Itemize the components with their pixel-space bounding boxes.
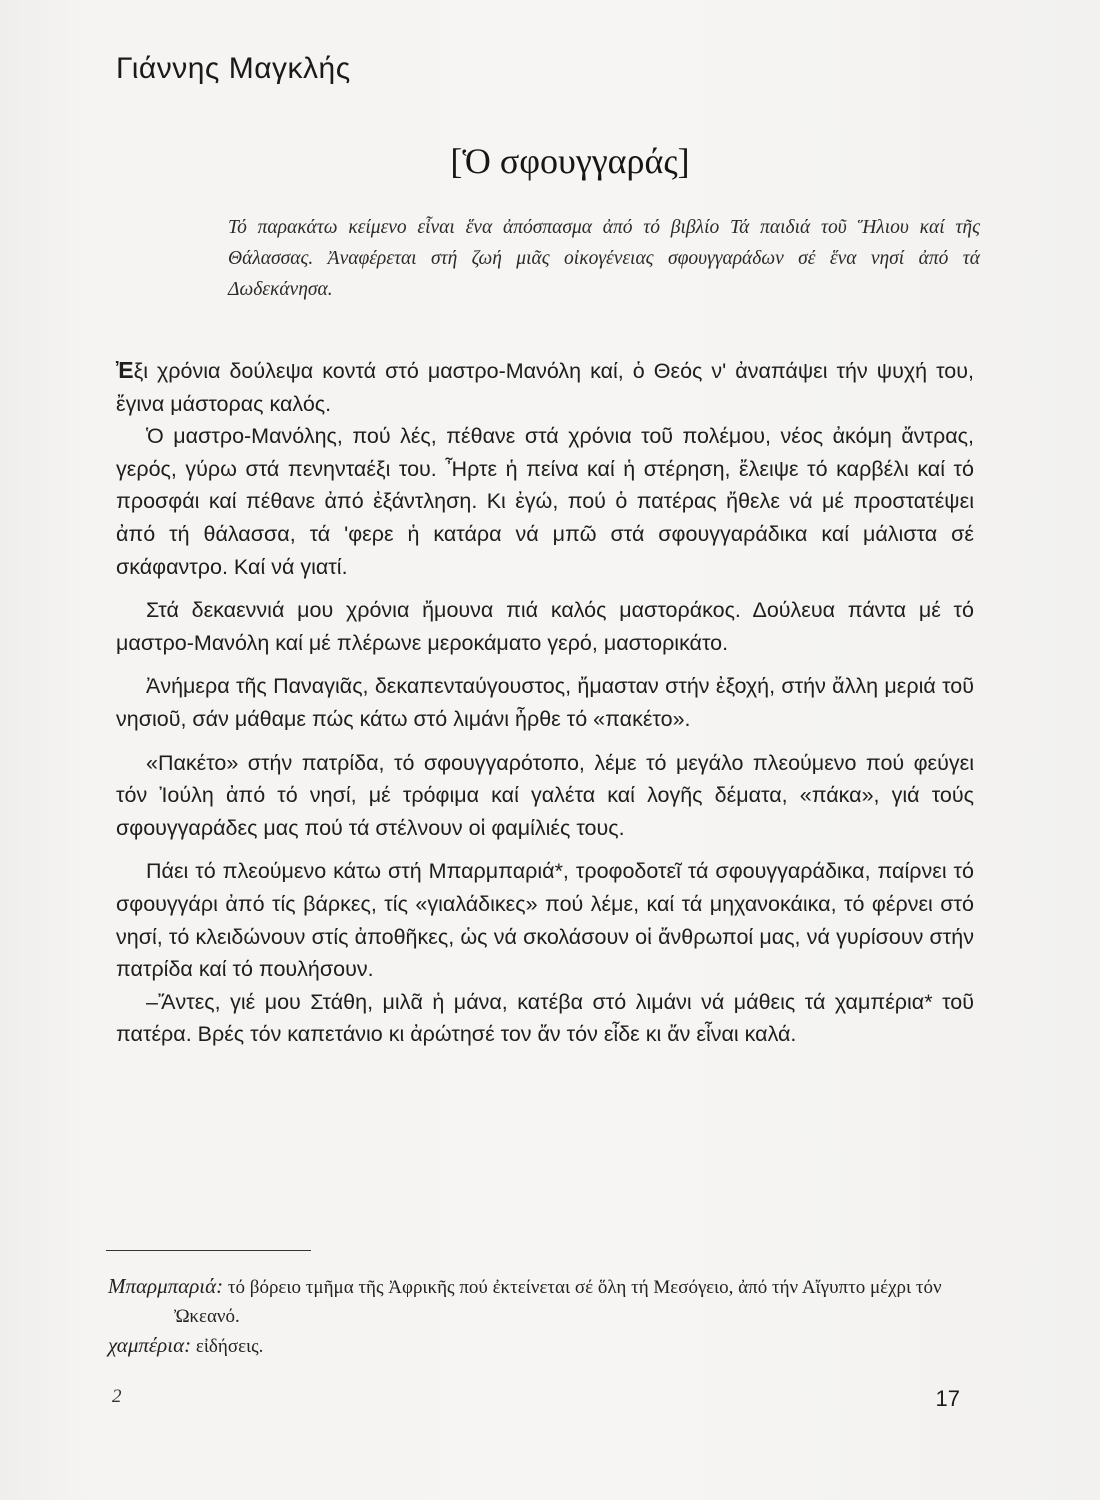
paragraph-5: «Πακέτο» στήν πατρίδα, τό σφουγγαρότοπο, λέμε τό μεγάλο πλεούμενο πού φεύγει τόν Ἰούλη ἀπό τό νησί, μέ τρόφιμα καί γαλέτα καί λογῆς δέματα, «πάκα», γιά τούς σφουγγαράδες μας πού τά στέλνουν οἱ φαμίλιές τους. (116, 750, 974, 840)
footnote-text: τό βόρειο τμῆμα τῆς Ἀφρικῆς πού ἐκτείνεται σέ ὅλη τή Μεσόγειο, ἀπό τήν Αἴγυπτο μέχρι τόν Ὠκεανό. (174, 1277, 942, 1327)
paragraph-3: Στά δεκαεννιά μου χρόνια ἤμουνα πιά καλός μαστοράκος. Δούλευα πάντα μέ τό μαστρο-Μανόλη καί μέ πλέρωνε μεροκάματο γερό, μαστορικάτο. (116, 598, 974, 655)
paragraph-1-text: ξι χρόνια δούλεψα κοντά στό μαστρο-Μανόλη καί, ὁ Θεός ν' ἀναπάψει τήν ψυχή του, ἔγινα μάστορας καλός. (116, 359, 974, 416)
chapter-title: [Ὁ σφουγγαράς] (450, 141, 690, 181)
paragraph-7: –Ἄντες, γιέ μου Στάθη, μιλᾶ ἡ μάνα, κατέβα στό λιμάνι νά μάθεις τά χαμπέρια* τοῦ πατέρα. Βρές τόν καπετάνιο κι ἀρώτησέ τον ἄν τόν εἶδε κι ἄν εἶναι καλά. (116, 989, 974, 1047)
paragraph-6: Πάει τό πλεούμενο κάτω στή Μπαρμπαριά*, τροφοδοτεῖ τά σφουγγαράδικα, παίρνει τό σφουγγάρι ἀπό τίς βάρκες, τίς «γιαλάδικες» πού λέμε, καί τά μηχανοκάικα, τό φέρνει στό νησί, τό κλειδώνουν στίς ἀποθῆκες, ὡς νά σκολάσουν οἱ ἄνθρωποί μας, νά γυρίσουν στήν πατρίδα καί τό πουλήσουν. (116, 859, 974, 982)
footnote-text: εἰδήσεις. (195, 1336, 264, 1357)
paragraph-1 (116, 354, 974, 420)
page-number: 17 (935, 1386, 960, 1411)
drop-cap: Ἐ (116, 357, 134, 383)
body-text (116, 354, 974, 1051)
footnote-item (108, 1331, 978, 1361)
footnotes (108, 1272, 978, 1361)
signature-mark: 2 (112, 1386, 122, 1407)
paragraph-4: Ἀνήμερα τῆς Παναγιᾶς, δεκαπενταύγουστος, ἤμασταν στήν ἐξοχή, στήν ἄλλη μεριά τοῦ νησιοῦ, σάν μάθαμε πώς κάτω στό λιμάνι ἦρθε τό «πακέτο». (116, 674, 974, 731)
footnote-term: Μπαρμπαριά: (108, 1274, 224, 1298)
footnote-divider (106, 1250, 311, 1251)
author-name: Γιάννης Μαγκλής (116, 52, 351, 85)
footnote-term: χαμπέρια: (108, 1333, 192, 1357)
paragraph-2: Ὁ μαστρο-Μανόλης, πού λές, πέθανε στά χρόνια τοῦ πολέμου, νέος ἀκόμη ἄντρας, γερός, γύρω στά πενηνταέξι του. Ἦρτε ἡ πείνα καί ἡ στέρηση, ἔλειψε τό καρβέλι καί τό προσφάι καί πέθανε ἀπό ἐξάντληση. Κι ἐγώ, πού ὁ πατέρας ἤθελε νά μέ προστατέψει ἀπό τή θάλασσα, τά 'φερε ἡ κατάρα νά μπῶ στά σφουγγαράδικα καί μάλιστα σέ σκάφαντρο. Καί νά γιατί. (116, 424, 974, 579)
intro-note: Τό παρακάτω κείμενο εἶναι ἕνα ἀπόσπασμα ἀπό τό βιβλίο Τά παιδιά τοῦ Ἥλιου καί τῆς Θάλασσας. Ἀναφέρεται στή ζωή μιᾶς οἰκογένειας σφουγγαράδων σέ ἕνα νησί ἀπό τά Δωδεκάνησα. (228, 217, 980, 300)
footnote-item (108, 1272, 978, 1331)
